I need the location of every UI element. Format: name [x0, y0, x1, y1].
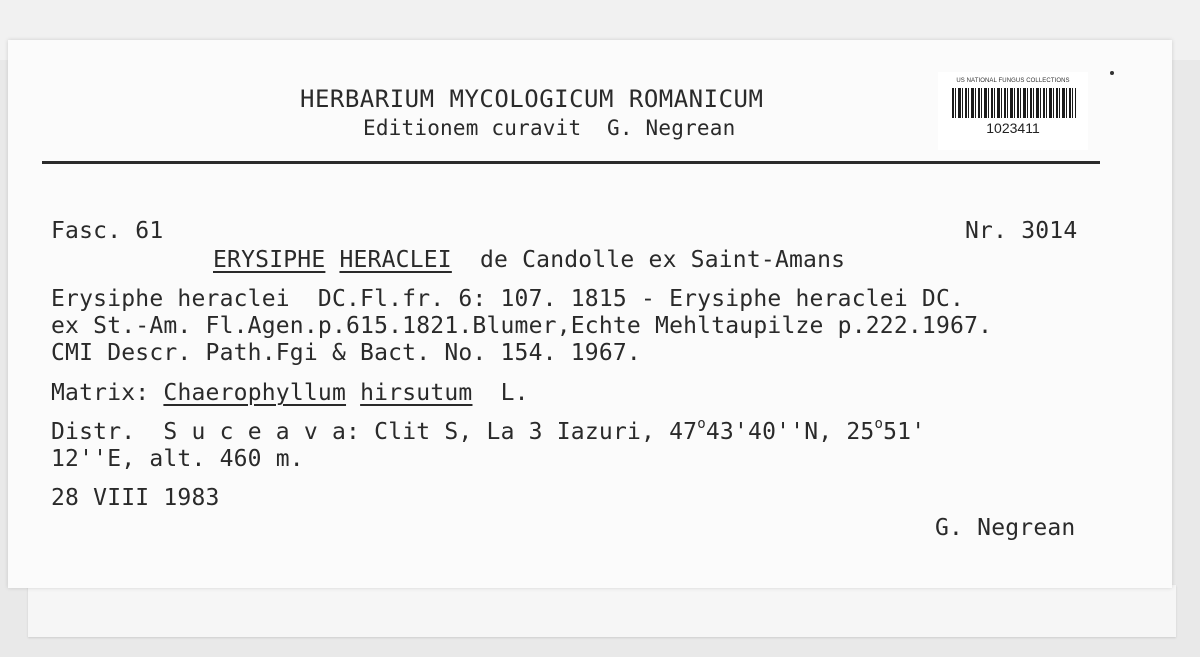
- collection-date: 28 VIII 1983: [51, 485, 220, 511]
- herbarium-label: [8, 40, 1172, 588]
- degree-sign: o: [874, 416, 884, 432]
- distribution-line-2: 12''E, alt. 460 m.: [51, 446, 304, 472]
- distribution-locality-2: 43'40''N, 25: [705, 419, 875, 445]
- distribution-locality-1: Clit S, La 3 Iazuri, 47: [374, 419, 698, 445]
- degree-sign: o: [697, 416, 706, 432]
- taxon-name: [213, 249, 845, 272]
- header-title: HERBARIUM MYCOLOGICUM ROMANICUM: [300, 85, 764, 113]
- distribution-region: S u c e a v a:: [163, 419, 361, 445]
- taxon-species: HERACLEI: [339, 247, 452, 273]
- under-sheet: [28, 585, 1176, 637]
- collector: G. Negrean: [935, 515, 1076, 541]
- fascicle: Fasc. 61: [51, 218, 164, 244]
- header-rule: [42, 161, 1100, 164]
- citation-line-2: ex St.-Am. Fl.Agen.p.615.1821.Blumer,Echte Mehltaupilze p.222.1967.: [51, 313, 993, 339]
- barcode-label: [938, 72, 1088, 150]
- barcode-institution: US NATIONAL FUNGUS COLLECTIONS: [956, 78, 1070, 84]
- matrix-authority: L.: [500, 380, 529, 406]
- barcode-number: 1023411: [986, 120, 1040, 136]
- specimen-number: Nr. 3014: [965, 218, 1078, 244]
- matrix-genus: Chaerophyllum: [163, 380, 347, 406]
- header-subtitle: Editionem curavit G. Negrean: [363, 116, 736, 140]
- taxon-genus: ERYSIPHE: [213, 247, 326, 273]
- distribution-line-1: [51, 416, 926, 445]
- citation-line-3: CMI Descr. Path.Fgi & Bact. No. 154. 1967.: [51, 340, 641, 366]
- matrix-label: Matrix:: [51, 380, 150, 406]
- citation-line-1: Erysiphe heraclei DC.Fl.fr. 6: 107. 1815 - Erysiphe heraclei DC.: [51, 286, 965, 312]
- distribution-locality-3: 51': [883, 419, 926, 445]
- barcode-icon: [952, 88, 1076, 118]
- matrix-species: hirsutum: [360, 380, 473, 406]
- taxon-authority: de Candolle ex Saint-Amans: [479, 247, 846, 273]
- distribution-label: Distr.: [51, 419, 136, 445]
- matrix-line: [51, 382, 529, 405]
- dot-mark: [1110, 71, 1114, 75]
